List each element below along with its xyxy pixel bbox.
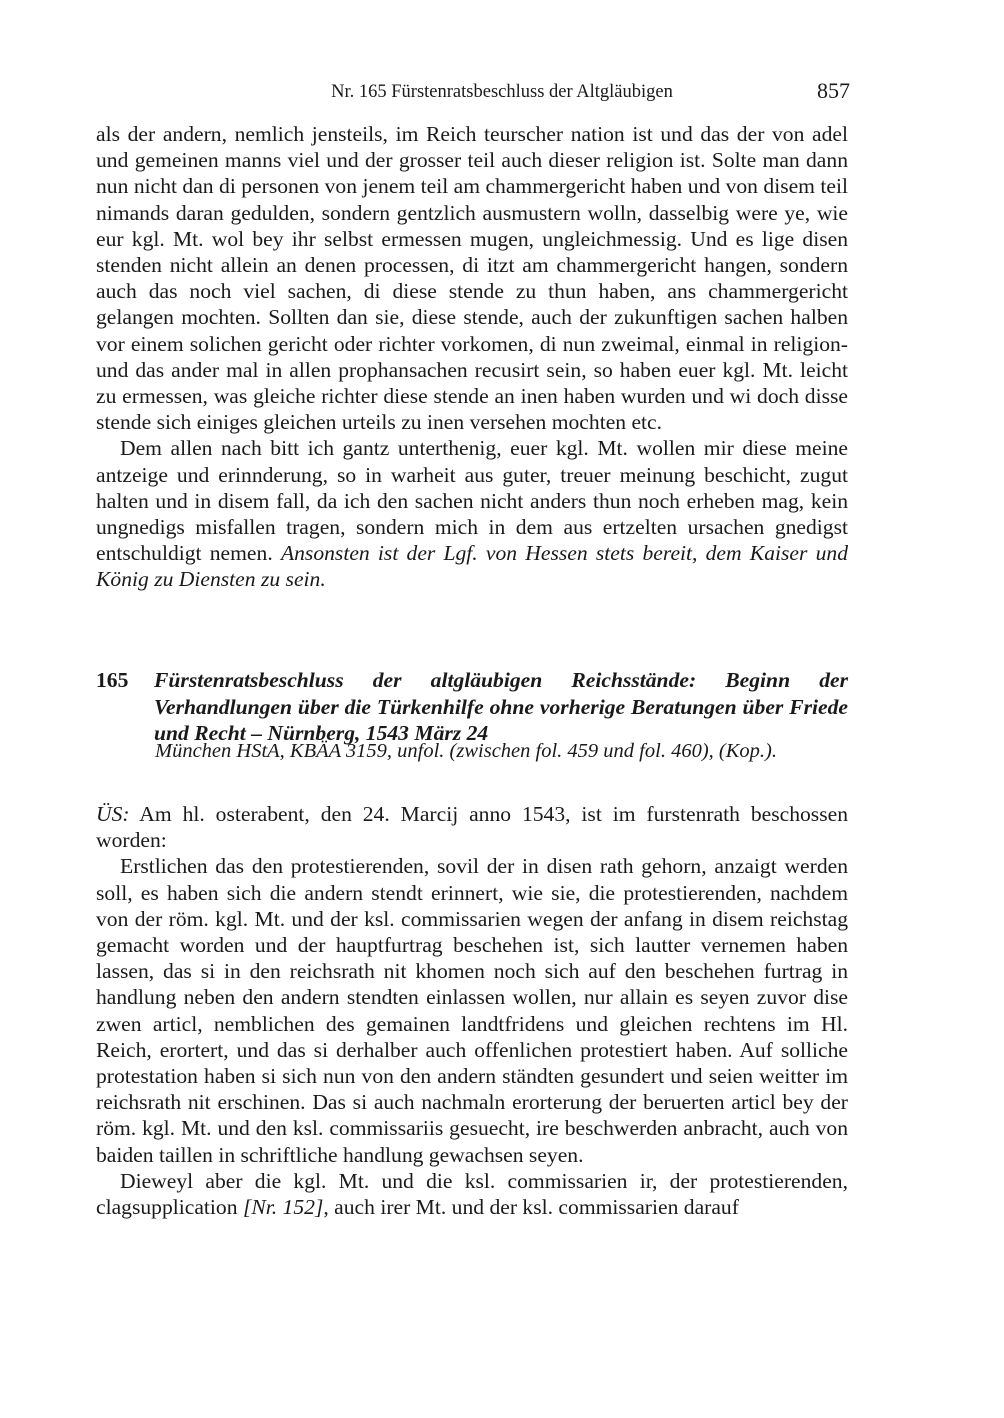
paragraph: [96, 435, 848, 592]
paragraph: als der andern, nemlich jensteils, im Reich teurscher nation ist und das der von adel und gemeinen manns viel und der grosser teil auch dieser religion ist. Solte man dann nun nicht dan di personen von jenem teil am chammergericht haben und von disem teil nimands daran gedulden, sondern gentzlich ausmustern wolln, dasselbig were ye, wie eur kgl. Mt. wol bey ihr selbst ermessen mugen, ungleichmessig. Und es lige disen stenden nicht allein an denen processen, di itzt am chammergericht hangen, sondern auch das noch viel sachen, di diese stende zu thun haben, ans chammergericht gelangen mochten. Sollten dan sie, diese stende, auch der zukunftigen sachen halben vor einem solichen gericht oder richter vorkomen, di nun zweimal, einmal in religion- und das ander mal in allen prophansachen recusirt sein, so haben euer kgl. Mt. leicht zu ermessen, was gleiche richter diese stende an inen haben wurden und wi doch disse stende sich einiges gleichen urteils zu inen versehen mochten etc.: [96, 122, 848, 435]
paragraph: [96, 1168, 848, 1220]
page-number: 857: [817, 78, 850, 103]
document-body: [96, 801, 848, 1220]
previous-document-text: [96, 121, 848, 593]
paragraph: [96, 801, 848, 853]
source-citation: München HStA, KBÄA 3159, unfol. (zwischen fol. 459 und fol. 460), (Kop.).: [155, 740, 777, 762]
paragraph-text: , auch irer Mt. und der ksl. commissarien darauf: [323, 1195, 739, 1220]
us-label: ÜS:: [96, 802, 130, 826]
cross-reference: [Nr. 152]: [242, 1195, 324, 1220]
paragraph-text: Dem allen nach bitt ich gantz unterthenig, euer kgl. Mt. wollen mir diese meine antzeige und erinnderung, so in warheit aus guter, treuer meinung beschicht, zugut halten und in disem fall, da ich den sachen nicht anders thun noch erheben mag, kein ungnedigs misfallen tragen, sondern mich in dem aus ertzelten ursachen gnedigst entschuldigt nemen.: [96, 436, 848, 566]
document-heading: [96, 667, 848, 747]
paragraph: Erstlichen das den protestierenden, sovil der in disen rath gehorn, anzaigt werden soll, es haben sich die andern stendt erinnert, wie sie, die protestierenden, nachdem von der röm. kgl. Mt. und der ksl. commissarien wegen der anfang in disem reichstag gemacht worden und der hauptfurtrag beschehen ist, sich lautter vernemen haben lassen, das si in den reichsrath nit khomen noch sich auf den beschehen furtrag in handlung neben den andern stendten einlassen wollen, nur allain es seyen zuvor dise zwen articl, nemblichen des gemainen landtfridens und gleichen rechtens im Hl. Reich, erortert, und das si derhalber auch offenlichen protestiert haben. Auf solliche protestation haben si sich nun von den andern ständten gesundert und seien weitter im reichsrath nit erschinen. Das si auch nachmaln erorterung der beruerten articl bey der röm. kgl. Mt. und den ksl. commissariis gesuecht, ire beschwerden anbracht, auch von baiden taillen in schriftliche handlung gewachsen seyen.: [96, 854, 848, 1167]
editorial-summary: Ansonsten ist der Lgf. von Hessen stets bereit, dem Kaiser und König zu Diensten zu sein.: [96, 541, 848, 592]
paragraph-text: Am hl. osterabent, den 24. Marcij anno 1543, ist im furstenrath beschossen worden:: [96, 802, 848, 853]
running-header: Nr. 165 Fürstenratsbeschluss der Altgläubigen: [331, 82, 673, 102]
document-title: Fürstenratsbeschluss der altgläubigen Reichsstände: Beginn der Verhandlungen über die Türkenhilfe ohne vorherige Beratungen über Friede und Recht – Nürnberg, 1543 März 24: [154, 668, 848, 745]
paragraph-text: Dieweyl aber die kgl. Mt. und die ksl. commissarien ir, der protestierenden, clagsupplication: [96, 1168, 848, 1220]
document-number: 165: [96, 668, 129, 692]
